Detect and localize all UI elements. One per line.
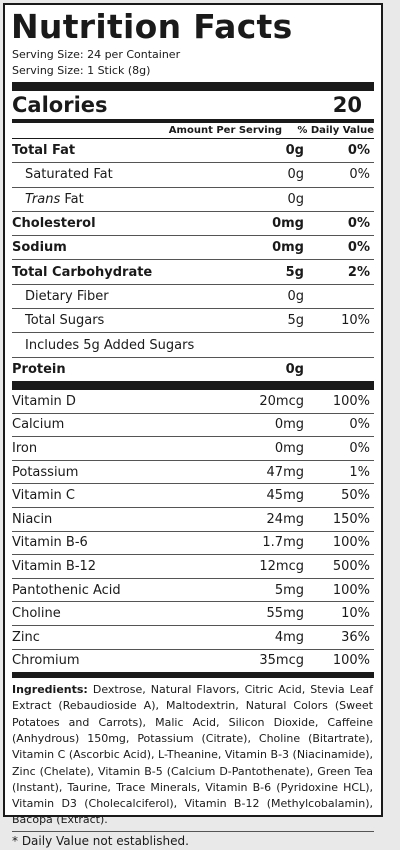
vitamin-row (12, 507, 374, 531)
vitamin-amount: 0mg (274, 417, 304, 433)
vitamin-row (12, 413, 374, 437)
vitamin-amount: 0mg (274, 440, 304, 456)
vitamin-amount: 5mg (274, 582, 304, 598)
vitamin-amount: 12mcg (259, 558, 304, 574)
vitamin-daily-value: 10% (341, 606, 370, 622)
vitamin-label: Iron (12, 440, 38, 456)
vitamin-label: Vitamin D (12, 393, 76, 409)
calories-label: Calories (12, 93, 108, 117)
nutrient-amount: 0g (287, 191, 304, 207)
nutrient-label: Protein (12, 361, 66, 377)
nutrient-amount: 0g (287, 167, 304, 183)
vitamin-amount: 1.7mg (262, 535, 304, 551)
thick-divider (12, 672, 374, 678)
vitamin-daily-value: 150% (332, 511, 370, 527)
ingredients-label: Ingredients: (12, 683, 88, 697)
column-header (12, 123, 374, 138)
nutrient-daily-value: 0% (347, 216, 370, 232)
nutrient-row (12, 211, 374, 235)
vitamin-row (12, 460, 374, 484)
nutrient-row (12, 357, 374, 381)
vitamin-label: Vitamin B-6 (12, 535, 88, 551)
vitamin-list (12, 390, 374, 672)
nutrient-row (12, 259, 374, 283)
nutrient-row (12, 235, 374, 259)
nutrient-list (12, 139, 374, 381)
vitamin-daily-value: 50% (341, 488, 370, 504)
nutrient-daily-value: 10% (341, 313, 370, 329)
vitamin-label: Calcium (12, 417, 65, 433)
vitamin-amount: 4mg (274, 629, 304, 645)
nutrient-amount: 0g (287, 288, 304, 304)
amount-header: Amount Per Serving (168, 125, 282, 136)
nutrient-amount: 0g (285, 361, 304, 377)
vitamin-row (12, 390, 374, 413)
vitamin-amount: 24mg (266, 511, 304, 527)
vitamin-label: Choline (12, 606, 61, 622)
nutrient-row (12, 139, 374, 162)
nutrient-row (12, 187, 374, 211)
nutrient-daily-value: 2% (347, 264, 370, 280)
vitamin-daily-value: 0% (349, 440, 370, 456)
vitamin-daily-value: 1% (349, 464, 370, 480)
vitamin-row (12, 649, 374, 673)
vitamin-row (12, 625, 374, 649)
vitamin-label: Pantothenic Acid (12, 582, 121, 598)
calories-row (12, 91, 374, 119)
nutrient-label: Dietary Fiber (25, 288, 109, 304)
nutrient-daily-value: 0% (347, 143, 370, 159)
nutrient-row (12, 284, 374, 308)
vitamin-row (12, 531, 374, 555)
ingredients-text: Dextrose, Natural Flavors, Citric Acid, Stevia Leaf Extract (Rebaudioside A), Maltodextrin, Natural Colors (Sweet Potatoes and Carrots), Malic Acid, Silicon Dioxide, Caffeine (Anhydrous) 150mg, Potassium (Citrate), Choline (Bitartrate), Vitamin C (Ascorbic Acid), L-Theanine, Vitamin B-3 (Niacinamide), Zinc (Chelate), Vitamin B-5 (Calcium D-Pantothenate), Green Tea (Instant), Taurine, Trace Minerals, Vitamin B-6 (Pyridoxine HCL), Vitamin D3 (Cholecalciferol), Vitamin B-12 (Methylcobalamin), Bacopa (Extract). (12, 683, 373, 827)
daily-value-header: % Daily Value (297, 125, 374, 136)
vitamin-daily-value: 0% (349, 417, 370, 433)
nutrient-daily-value: 0% (349, 167, 370, 183)
vitamin-label: Potassium (12, 464, 79, 480)
vitamin-daily-value: 100% (332, 653, 370, 669)
vitamin-daily-value: 100% (332, 535, 370, 551)
nutrient-label: Saturated Fat (25, 167, 113, 183)
vitamin-row (12, 554, 374, 578)
nutrient-amount: 0mg (272, 216, 304, 232)
nutrition-label (3, 3, 383, 848)
nutrient-label: Includes 5g Added Sugars (25, 337, 195, 353)
vitamin-row (12, 601, 374, 625)
vitamin-daily-value: 100% (332, 582, 370, 598)
footnote: * Daily Value not established. (12, 831, 374, 850)
nutrient-label: Cholesterol (12, 216, 96, 232)
vitamin-amount: 47mg (266, 464, 304, 480)
vitamin-label: Vitamin B-12 (12, 558, 97, 574)
nutrient-row (12, 308, 374, 332)
vitamin-label: Niacin (12, 511, 53, 527)
vitamin-amount: 45mg (266, 488, 304, 504)
serving-size: Serving Size: 1 Stick (8g) (12, 64, 151, 77)
vitamin-label: Chromium (12, 653, 80, 669)
thick-divider (12, 82, 374, 91)
nutrient-daily-value: 0% (347, 240, 370, 256)
nutrient-amount: 5g (287, 313, 304, 329)
vitamin-daily-value: 500% (332, 558, 370, 574)
nutrient-amount: 5g (285, 264, 304, 280)
vitamin-label: Zinc (12, 629, 40, 645)
vitamin-amount: 55mg (266, 606, 304, 622)
nutrient-row (12, 162, 374, 186)
ingredients (12, 682, 374, 829)
label-title: Nutrition Facts (11, 7, 293, 46)
vitamin-amount: 20mcg (259, 393, 304, 409)
vitamin-label: Vitamin C (12, 488, 76, 504)
servings-per-container: Serving Size: 24 per Container (12, 48, 181, 61)
nutrient-label: Total Sugars (25, 313, 105, 329)
nutrient-label-italic: Trans (25, 191, 61, 207)
vitamin-daily-value: 36% (341, 629, 370, 645)
nutrient-label: Total Fat (12, 143, 76, 159)
thick-divider (12, 381, 374, 390)
vitamin-row (12, 578, 374, 602)
vitamin-row (12, 483, 374, 507)
nutrient-amount: 0g (285, 143, 304, 159)
vitamin-row (12, 436, 374, 460)
nutrient-row (12, 332, 374, 356)
vitamin-amount: 35mcg (259, 653, 304, 669)
nutrient-label: Total Carbohydrate (12, 264, 153, 280)
nutrient-label (12, 192, 204, 207)
nutrient-amount: 0mg (272, 240, 304, 256)
nutrient-label: Sodium (12, 240, 67, 256)
vitamin-daily-value: 100% (332, 393, 370, 409)
calories-value: 20 (332, 93, 362, 117)
nutrient-label-rest: Fat (60, 191, 84, 207)
